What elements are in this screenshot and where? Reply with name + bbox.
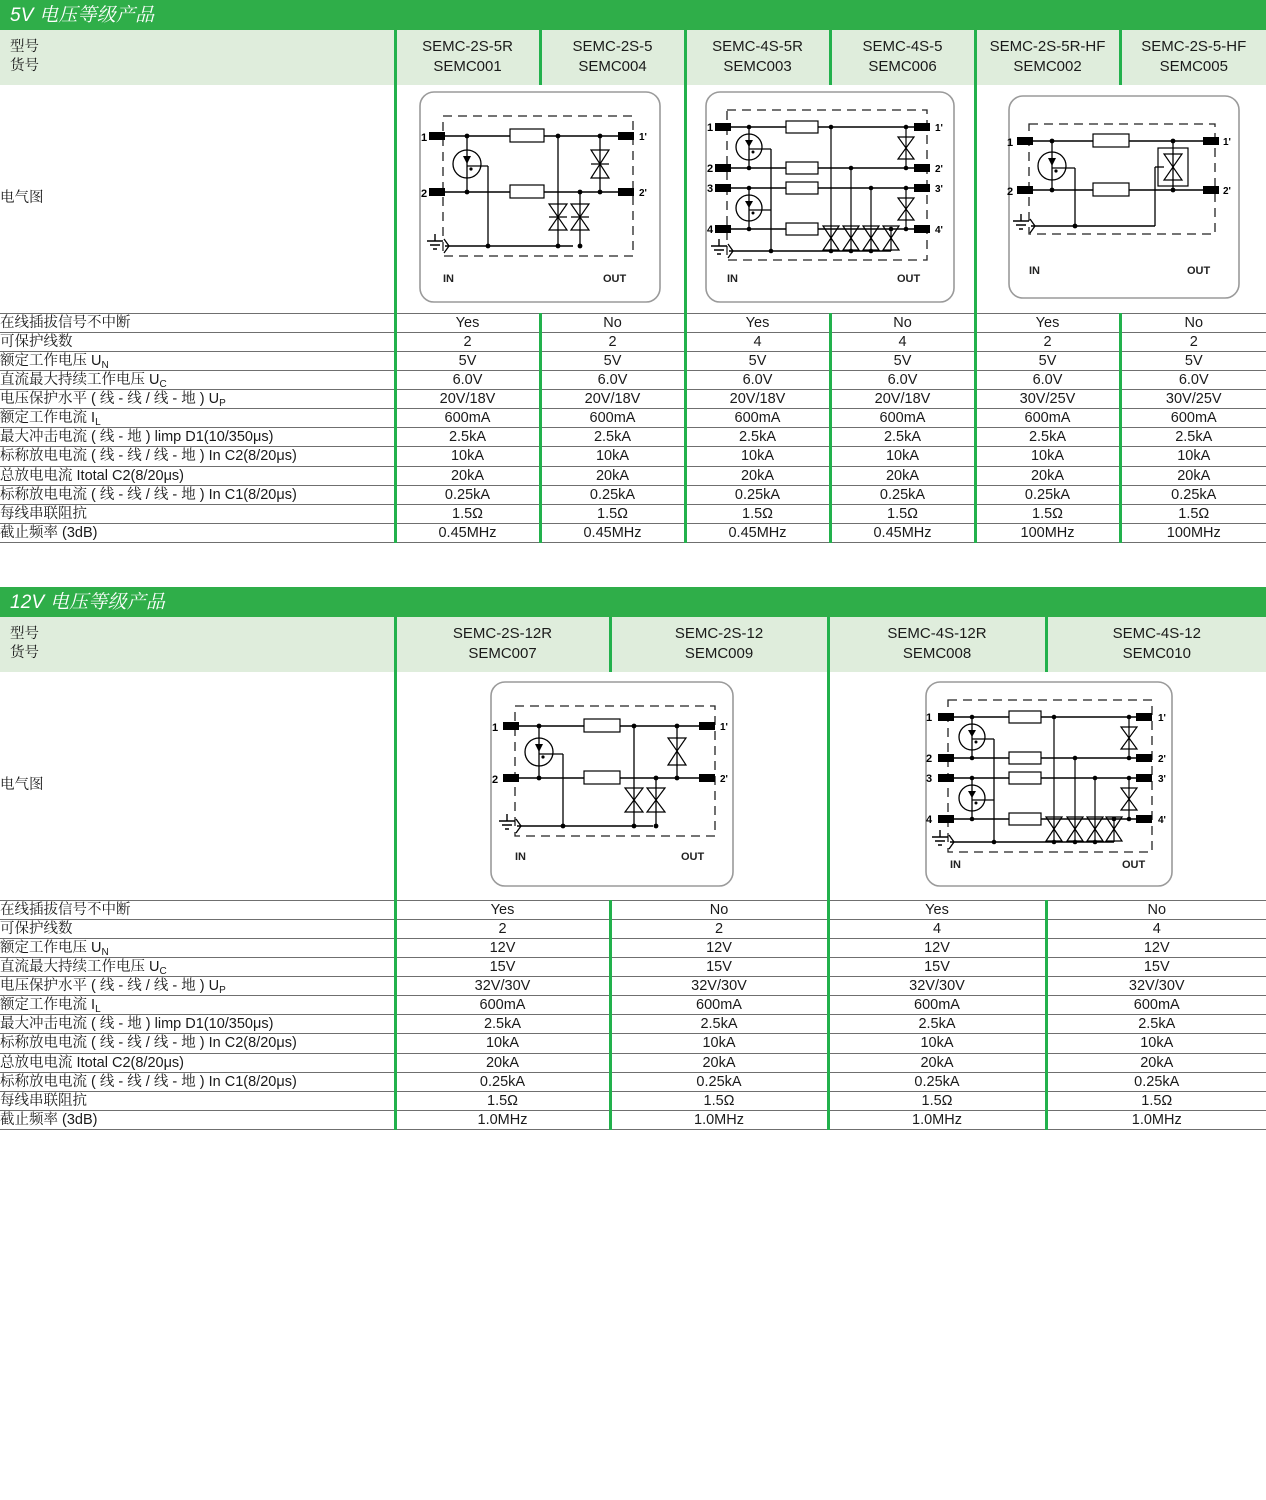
svg-text:1: 1 [707,121,714,134]
svg-text:4: 4 [925,813,932,826]
product-model: SEMC-4S-5 [862,38,943,55]
cell: 5V [685,351,830,370]
table-header-row [0,617,1266,672]
cell: 2.5kA [610,1015,828,1034]
schematic-4line [701,86,959,308]
row-label-sub: L [95,1004,101,1016]
diagram-row [0,672,1266,901]
svg-text:OUT: OUT [1187,264,1211,277]
row-label: 截止频率 (3dB) [0,1110,395,1129]
circuit-diagram-four-line-r [685,85,975,314]
cell: 12V [395,938,610,957]
product-part: SEMC004 [578,58,647,76]
product-model: SEMC-4S-12 [1112,625,1201,642]
cell: 20kA [610,1053,828,1072]
row-label-sub: P [219,985,226,996]
cell: 20kA [975,466,1120,485]
cell: 5V [1120,351,1266,370]
product-part: SEMC002 [1013,58,1082,76]
row-label-sub: L [95,417,101,429]
product-model: SEMC-2S-12R [452,625,553,642]
table-row [0,938,1266,957]
cell: 10kA [610,1034,828,1053]
row-label [0,409,395,428]
svg-text:2: 2 [925,752,932,765]
cell: 600mA [975,409,1120,428]
cell: 5V [830,351,975,370]
row-label-text: 额定工作电流 I [0,997,96,1014]
schematic-2line [481,678,743,890]
cell: 20kA [685,466,830,485]
cell: 2 [610,919,828,938]
cell: 0.45MHz [685,523,830,542]
table-row [0,1053,1266,1072]
product-model: SEMC-4S-5R [712,38,803,55]
table-row [0,390,1266,409]
cell: No [830,313,975,332]
svg-text:2: 2 [421,187,428,200]
cell: 10kA [1046,1034,1266,1053]
header-label-cell [0,617,395,672]
table-row [0,523,1266,542]
diagram-row [0,85,1266,314]
row-label-text: 额定工作电流 I [0,410,96,427]
cell: 1.0MHz [395,1110,610,1129]
row-label [0,370,395,389]
product-model: SEMC-2S-5-HF [1141,38,1247,55]
row-label-sub: C [159,965,167,977]
svg-text:2': 2' [1223,185,1232,197]
svg-text:1': 1' [719,721,728,733]
partno-label: 货号 [10,58,39,75]
svg-text:1': 1' [639,131,647,143]
circuit-diagram-two-line-hf [975,85,1266,314]
table-row [0,370,1266,389]
cell: 2.5kA [540,428,685,447]
cell: 6.0V [1120,370,1266,389]
product-part: SEMC003 [723,58,792,76]
cell: 0.25kA [610,1072,828,1091]
cell: 20V/18V [540,390,685,409]
section-5v [0,0,1266,543]
product-model: SEMC-2S-5R-HF [989,38,1106,55]
svg-text:1: 1 [1007,136,1014,149]
schematic-4line [914,678,1182,890]
product-header-2 [828,617,1046,672]
cell: 15V [395,957,610,976]
product-part: SEMC007 [468,645,537,663]
cell: 10kA [395,447,540,466]
cell: 20kA [1046,1053,1266,1072]
table-row [0,428,1266,447]
cell: 0.45MHz [540,523,685,542]
svg-text:4: 4 [707,223,714,236]
cell: 10kA [395,1034,610,1053]
cell: 0.45MHz [395,523,540,542]
cell: 32V/30V [395,977,610,996]
product-header-3 [1046,617,1266,672]
cell: 0.25kA [830,485,975,504]
product-part: SEMC009 [684,645,754,663]
svg-text:2: 2 [1007,185,1014,198]
diagram-row-label: 电气图 [0,672,395,901]
cell: 0.25kA [1120,485,1266,504]
cell: 1.5Ω [830,504,975,523]
cell: 600mA [828,996,1046,1015]
row-label: 最大冲击电流 ( 线 - 地 ) limp D1(10/350μs) [0,428,395,447]
svg-text:IN: IN [514,850,526,863]
cell: 1.5Ω [610,1091,828,1110]
svg-text:IN: IN [949,858,961,871]
cell: 2.5kA [828,1015,1046,1034]
cell: Yes [975,313,1120,332]
table-row [0,485,1266,504]
svg-text:2': 2' [719,773,728,785]
svg-text:IN: IN [1029,264,1041,277]
table-row [0,1034,1266,1053]
row-label: 可保护线数 [0,332,395,351]
cell: 30V/25V [1120,390,1266,409]
cell: 20V/18V [685,390,830,409]
partno-label: 货号 [10,645,39,662]
cell: 0.25kA [975,485,1120,504]
cell: 600mA [1046,996,1266,1015]
row-label: 最大冲击电流 ( 线 - 地 ) limp D1(10/350μs) [0,1015,395,1034]
cell: No [610,900,828,919]
cell: 20kA [395,466,540,485]
svg-text:IN: IN [443,272,454,285]
cell: 4 [828,919,1046,938]
table-row [0,919,1266,938]
svg-text:2: 2 [491,773,498,786]
product-model: SEMC-4S-12R [887,625,987,642]
svg-text:1: 1 [925,711,932,724]
diagram-row-label: 电气图 [0,85,395,314]
cell: 10kA [1120,447,1266,466]
product-part: SEMC006 [868,58,937,76]
svg-text:3': 3' [1157,773,1166,785]
cell: 4 [830,332,975,351]
cell: 2 [395,919,610,938]
table-row [0,409,1266,428]
cell: 2 [395,332,540,351]
cell: 5V [975,351,1120,370]
cell: 20kA [828,1053,1046,1072]
cell: 2.5kA [830,428,975,447]
cell: 0.25kA [395,1072,610,1091]
svg-text:4': 4' [935,224,943,236]
svg-text:1': 1' [935,122,943,134]
cell: 1.5Ω [975,504,1120,523]
cell: 0.25kA [685,485,830,504]
cell: 32V/30V [1046,977,1266,996]
product-part: SEMC005 [1159,58,1228,76]
cell: 6.0V [975,370,1120,389]
svg-text:2': 2' [935,163,943,175]
row-label: 标称放电电流 ( 线 - 线 / 线 - 地 ) In C1(8/20μs) [0,1072,395,1091]
header-label-cell [0,30,395,85]
product-header-0 [395,617,610,672]
svg-text:OUT: OUT [680,850,704,863]
cell: 20V/18V [830,390,975,409]
section-header-12v [0,587,1266,617]
cell: 0.25kA [540,485,685,504]
table-row [0,1072,1266,1091]
svg-text:3: 3 [707,182,714,195]
svg-text:3: 3 [925,772,932,785]
table-row [0,996,1266,1015]
circuit-diagram-four-line-r [828,672,1266,901]
cell: 15V [610,957,828,976]
svg-text:1: 1 [491,721,498,734]
cell: 6.0V [540,370,685,389]
row-label-text: 直流最大持续工作电压 U [0,371,160,388]
table-row [0,313,1266,332]
cell: 10kA [685,447,830,466]
row-label [0,977,395,996]
cell: 2.5kA [975,428,1120,447]
row-label-sub: C [159,378,167,390]
row-label: 标称放电电流 ( 线 - 线 / 线 - 地 ) In C2(8/20μs) [0,1034,395,1053]
svg-text:2: 2 [707,162,714,175]
cell: 2 [975,332,1120,351]
cell: 15V [1046,957,1266,976]
cell: 600mA [1120,409,1266,428]
row-label [0,996,395,1015]
svg-text:1': 1' [1223,136,1232,148]
section-header-5v [0,0,1266,30]
product-header-5 [1120,30,1266,85]
row-label-text: 额定工作电压 U [0,352,102,369]
cell: 12V [610,938,828,957]
section-title: 12V 电压等级产品 [10,591,166,613]
table-row [0,466,1266,485]
cell: 32V/30V [610,977,828,996]
cell: Yes [828,900,1046,919]
svg-text:OUT: OUT [603,272,627,285]
product-header-1 [610,617,828,672]
svg-text:OUT: OUT [1121,858,1145,871]
row-label-sub: N [101,359,109,371]
table-row [0,504,1266,523]
schematic-2line [415,86,665,308]
row-label-text: 直流最大持续工作电压 U [0,958,160,975]
product-part: SEMC001 [433,58,502,76]
row-label [0,390,395,409]
cell: 20kA [540,466,685,485]
table-row [0,351,1266,370]
cell: 12V [1046,938,1266,957]
svg-text:4': 4' [1157,814,1166,826]
svg-text:2': 2' [639,187,647,199]
model-label: 型号 [10,625,39,642]
cell: 32V/30V [828,977,1046,996]
product-header-3 [830,30,975,85]
section-12v [0,587,1266,1130]
cell: 1.5Ω [1046,1091,1266,1110]
cell: 1.0MHz [828,1110,1046,1129]
cell: 5V [395,351,540,370]
cell: 4 [685,332,830,351]
cell: 6.0V [830,370,975,389]
cell: 600mA [395,409,540,428]
section-gap [0,543,1266,587]
schematic-2line-hf [995,86,1247,308]
table-row [0,1091,1266,1110]
cell: 6.0V [685,370,830,389]
cell: 0.45MHz [830,523,975,542]
row-label: 标称放电电流 ( 线 - 线 / 线 - 地 ) In C1(8/20μs) [0,485,395,504]
row-label-text: 额定工作电压 U [0,939,102,956]
cell: 5V [540,351,685,370]
row-label: 截止频率 (3dB) [0,523,395,542]
cell: 600mA [610,996,828,1015]
table-row [0,957,1266,976]
spec-table-12v [0,617,1266,1130]
row-label: 每线串联阻抗 [0,504,395,523]
cell: 1.0MHz [610,1110,828,1129]
table-row [0,977,1266,996]
row-label: 可保护线数 [0,919,395,938]
cell: 15V [828,957,1046,976]
svg-text:2': 2' [1157,753,1166,765]
row-label-text: 电压保护水平 ( 线 - 线 / 线 - 地 ) U [0,391,220,407]
row-label: 每线串联阻抗 [0,1091,395,1110]
cell: 2.5kA [685,428,830,447]
row-label-sub: P [219,398,226,409]
cell: Yes [685,313,830,332]
cell: 1.5Ω [828,1091,1046,1110]
product-part: SEMC010 [1122,645,1191,663]
cell: 1.0MHz [1046,1110,1266,1129]
circuit-diagram-two-line-r [395,85,685,314]
product-header-4 [975,30,1120,85]
cell: 2.5kA [1046,1015,1266,1034]
cell: 1.5Ω [395,1091,610,1110]
spec-table-5v [0,30,1266,543]
row-label: 总放电电流 Itotal C2(8/20μs) [0,1053,395,1072]
cell: 2.5kA [395,1015,610,1034]
cell: 600mA [395,996,610,1015]
cell: 2.5kA [1120,428,1266,447]
cell: 2 [540,332,685,351]
svg-text:IN: IN [727,272,738,285]
product-part: SEMC008 [902,645,972,663]
cell: 10kA [540,447,685,466]
cell: 1.5Ω [395,504,540,523]
cell: 10kA [830,447,975,466]
cell: 2.5kA [395,428,540,447]
table-row [0,1110,1266,1129]
svg-text:1: 1 [421,131,428,144]
product-header-0 [395,30,540,85]
cell: 20V/18V [395,390,540,409]
cell: 600mA [685,409,830,428]
svg-text:OUT: OUT [897,272,921,285]
table-row [0,1015,1266,1034]
cell: 600mA [540,409,685,428]
svg-text:3': 3' [935,183,943,195]
row-label: 标称放电电流 ( 线 - 线 / 线 - 地 ) In C2(8/20μs) [0,447,395,466]
cell: 10kA [828,1034,1046,1053]
cell: 1.5Ω [1120,504,1266,523]
cell: 20kA [395,1053,610,1072]
model-label: 型号 [10,38,39,55]
cell: 1.5Ω [685,504,830,523]
product-model: SEMC-2S-5 [572,38,653,55]
cell: 2 [1120,332,1266,351]
row-label [0,938,395,957]
cell: 12V [828,938,1046,957]
cell: 30V/25V [975,390,1120,409]
cell: 20kA [1120,466,1266,485]
cell: 100MHz [975,523,1120,542]
table-row [0,900,1266,919]
cell: No [1046,900,1266,919]
cell: 4 [1046,919,1266,938]
cell: No [540,313,685,332]
product-model: SEMC-2S-12 [674,625,764,642]
cell: 20kA [830,466,975,485]
cell: 0.25kA [395,485,540,504]
table-row [0,332,1266,351]
row-label-sub: N [101,946,109,958]
product-header-2 [685,30,830,85]
row-label: 在线插拔信号不中断 [0,900,395,919]
cell: 0.25kA [828,1072,1046,1091]
circuit-diagram-two-line-r [395,672,828,901]
svg-text:1': 1' [1157,712,1166,724]
product-header-1 [540,30,685,85]
row-label [0,351,395,370]
section-title: 5V 电压等级产品 [10,4,155,26]
row-label [0,957,395,976]
row-label-text: 电压保护水平 ( 线 - 线 / 线 - 地 ) U [0,978,220,994]
row-label: 在线插拔信号不中断 [0,313,395,332]
row-label: 总放电电流 Itotal C2(8/20μs) [0,466,395,485]
cell: 6.0V [395,370,540,389]
cell: 600mA [830,409,975,428]
cell: 1.5Ω [540,504,685,523]
cell: Yes [395,313,540,332]
cell: Yes [395,900,610,919]
cell: 10kA [975,447,1120,466]
table-row [0,447,1266,466]
product-model: SEMC-2S-5R [422,38,513,55]
cell: 0.25kA [1046,1072,1266,1091]
table-header-row [0,30,1266,85]
cell: No [1120,313,1266,332]
cell: 100MHz [1120,523,1266,542]
